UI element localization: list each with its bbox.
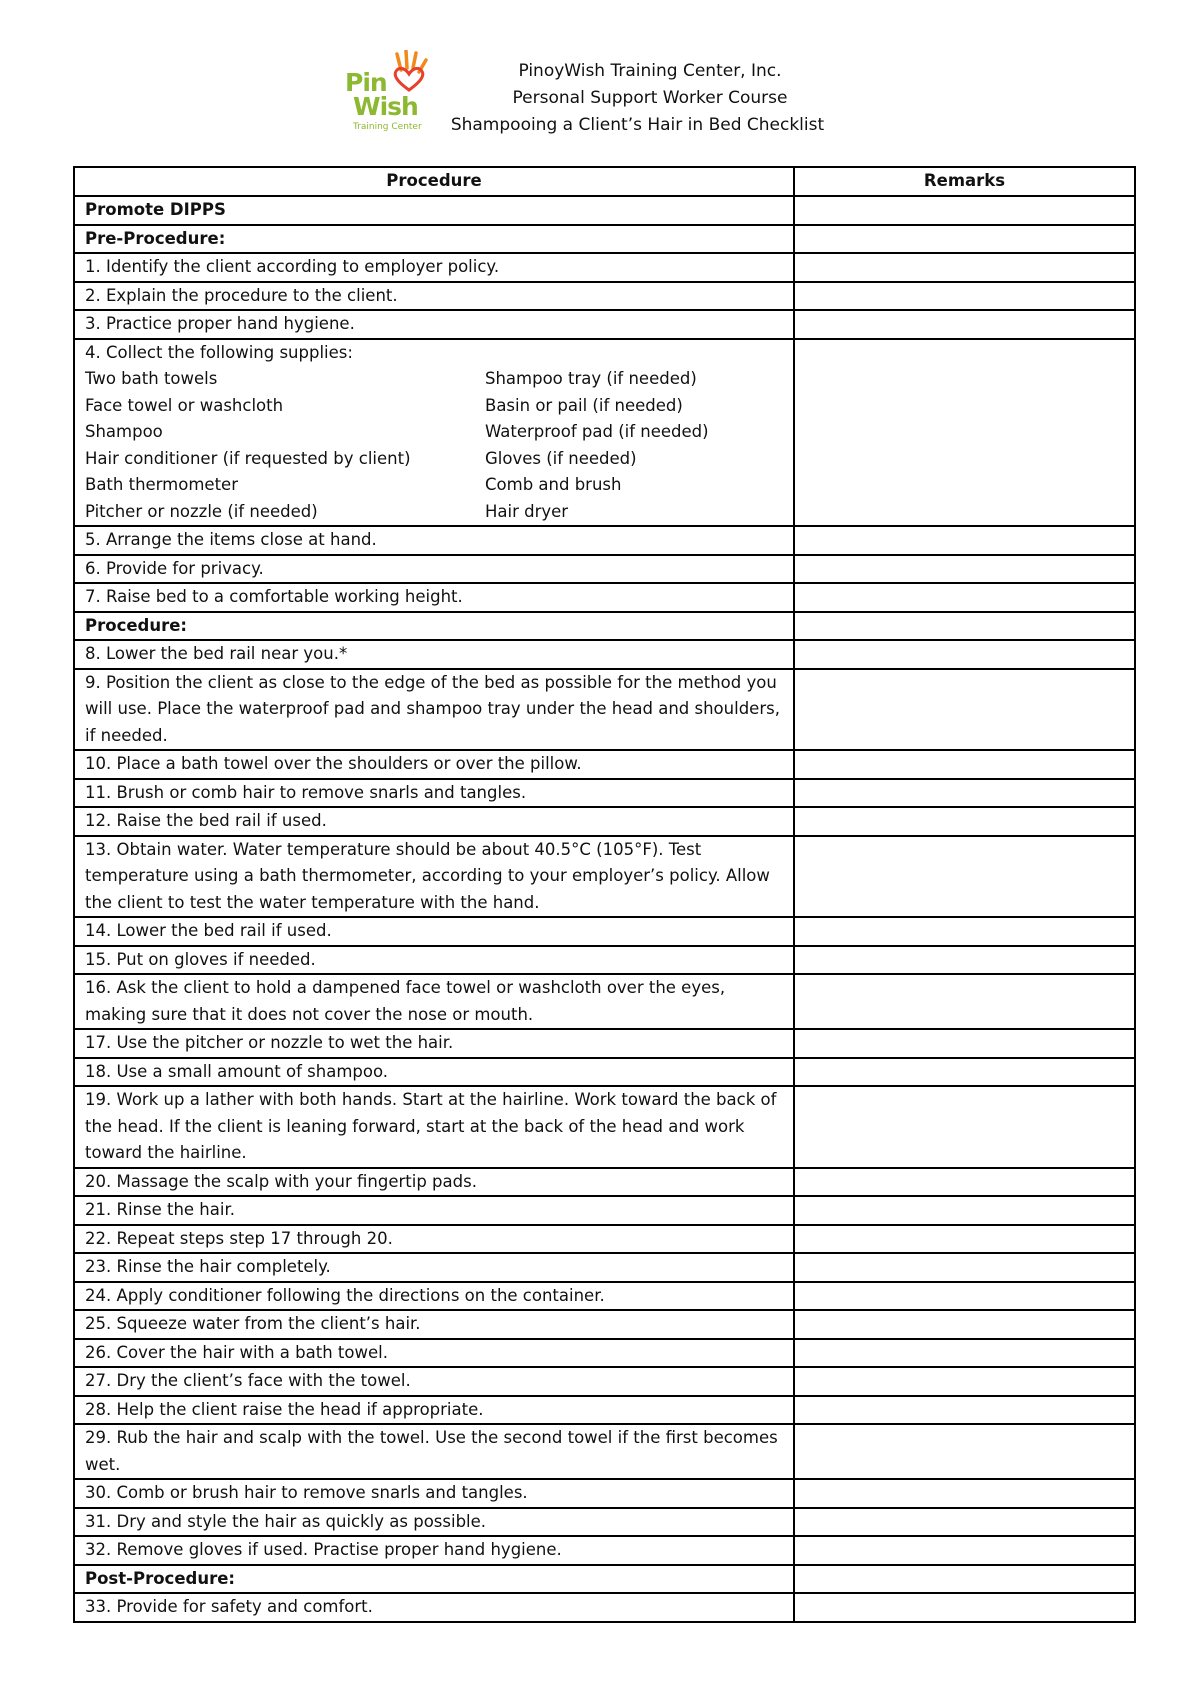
step-28: 28. Help the client raise the head if appropriate.: [74, 1396, 794, 1425]
table-row: [74, 1086, 1135, 1168]
remarks-cell[interactable]: [794, 1196, 1135, 1225]
step-12: 12. Raise the bed rail if used.: [74, 807, 794, 836]
procedure-header: Procedure: [74, 167, 794, 196]
table-row: [74, 196, 1135, 225]
table-row: [74, 1396, 1135, 1425]
checklist-table: [73, 166, 1136, 1623]
step-4: [74, 339, 794, 527]
step-4-text: 4. Collect the following supplies:: [85, 342, 353, 362]
table-row: [74, 1479, 1135, 1508]
step-7: 7. Raise bed to a comfortable working height.: [74, 583, 794, 612]
table-row: [74, 1565, 1135, 1594]
step-16: 16. Ask the client to hold a dampened face towel or washcloth over the eyes, making sure that it does not cover the nose or mouth.: [74, 974, 794, 1029]
remarks-cell[interactable]: [794, 1479, 1135, 1508]
step-21: 21. Rinse the hair.: [74, 1196, 794, 1225]
table-row: [74, 640, 1135, 669]
supply-item: Hair dryer: [485, 501, 569, 521]
supply-item: Hair conditioner (if requested by client): [85, 448, 411, 468]
remarks-cell[interactable]: [794, 1593, 1135, 1622]
table-header-row: [74, 167, 1135, 196]
table-row: [74, 225, 1135, 254]
remarks-cell[interactable]: [794, 974, 1135, 1029]
remarks-cell[interactable]: [794, 946, 1135, 975]
table-row: [74, 974, 1135, 1029]
table-row: [74, 1029, 1135, 1058]
supply-item: Shampoo tray (if needed): [485, 369, 697, 388]
table-row: [74, 807, 1135, 836]
table-row: [74, 1593, 1135, 1622]
table-row: [74, 310, 1135, 339]
table-row: [74, 1058, 1135, 1087]
step-19: 19. Work up a lather with both hands. Start at the hairline. Work toward the back of the head. If the client is leaning forward, start at the back of the head and work toward the hairline.: [74, 1086, 794, 1168]
table-row: [74, 339, 1135, 527]
supply-item: Shampoo: [85, 422, 163, 441]
remarks-cell[interactable]: [794, 1282, 1135, 1311]
step-24: 24. Apply conditioner following the directions on the container.: [74, 1282, 794, 1311]
step-9: 9. Position the client as close to the edge of the bed as possible for the method you will use. Place the waterproof pad and shampoo tray under the head and shoulders, if needed.: [74, 669, 794, 751]
table-row: [74, 583, 1135, 612]
table-row: [74, 555, 1135, 584]
table-row: [74, 1310, 1135, 1339]
remarks-cell[interactable]: [794, 612, 1135, 641]
remarks-cell[interactable]: [794, 253, 1135, 282]
table-row: [74, 669, 1135, 751]
step-2: 2. Explain the procedure to the client.: [74, 282, 794, 311]
logo-text-wish: Wish: [353, 92, 418, 121]
remarks-cell[interactable]: [794, 1565, 1135, 1594]
section-procedure: Procedure:: [74, 612, 794, 641]
supply-item: Waterproof pad (if needed): [485, 422, 709, 441]
supply-item: Basin or pail (if needed): [485, 395, 683, 415]
table-row: [74, 1367, 1135, 1396]
remarks-cell[interactable]: [794, 750, 1135, 779]
supplies-list: [85, 366, 783, 525]
remarks-cell[interactable]: [794, 282, 1135, 311]
step-29: 29. Rub the hair and scalp with the towel. Use the second towel if the first becomes wet.: [74, 1424, 794, 1479]
header-text: [440, 58, 860, 139]
table-row: [74, 1508, 1135, 1537]
table-row: [74, 1536, 1135, 1565]
table-row: [74, 1225, 1135, 1254]
table-row: [74, 1282, 1135, 1311]
remarks-cell[interactable]: [794, 1339, 1135, 1368]
remarks-cell[interactable]: [794, 310, 1135, 339]
remarks-cell[interactable]: [794, 1168, 1135, 1197]
table-row: [74, 612, 1135, 641]
table-row: [74, 750, 1135, 779]
remarks-cell[interactable]: [794, 640, 1135, 669]
remarks-cell[interactable]: [794, 339, 1135, 527]
remarks-cell[interactable]: [794, 1508, 1135, 1537]
page-title: Shampooing a Client’s Hair in Bed Checklist: [450, 115, 825, 135]
remarks-cell[interactable]: [794, 1086, 1135, 1168]
remarks-cell[interactable]: [794, 807, 1135, 836]
heart-hand-icon: [389, 50, 429, 94]
remarks-cell[interactable]: [794, 1396, 1135, 1425]
remarks-header: Remarks: [794, 167, 1135, 196]
remarks-cell[interactable]: [794, 1253, 1135, 1282]
step-22: 22. Repeat steps step 17 through 20.: [74, 1225, 794, 1254]
supply-item: Gloves (if needed): [485, 448, 637, 468]
step-6: 6. Provide for privacy.: [74, 555, 794, 584]
remarks-cell[interactable]: [794, 1225, 1135, 1254]
remarks-cell[interactable]: [794, 669, 1135, 751]
step-27: 27. Dry the client’s face with the towel.: [74, 1367, 794, 1396]
table-row: [74, 282, 1135, 311]
remarks-cell[interactable]: [794, 1029, 1135, 1058]
remarks-cell[interactable]: [794, 1367, 1135, 1396]
table-row: [74, 253, 1135, 282]
supply-item: Pitcher or nozzle (if needed): [85, 501, 318, 521]
step-8: 8. Lower the bed rail near you.*: [74, 640, 794, 669]
table-row: [74, 526, 1135, 555]
step-20: 20. Massage the scalp with your fingertip pads.: [74, 1168, 794, 1197]
table-row: [74, 1168, 1135, 1197]
step-11: 11. Brush or comb hair to remove snarls and tangles.: [74, 779, 794, 808]
remarks-cell[interactable]: [794, 225, 1135, 254]
remarks-cell[interactable]: [794, 836, 1135, 918]
remarks-cell[interactable]: [794, 1536, 1135, 1565]
table-row: [74, 1424, 1135, 1479]
step-18: 18. Use a small amount of shampoo.: [74, 1058, 794, 1087]
step-17: 17. Use the pitcher or nozzle to wet the hair.: [74, 1029, 794, 1058]
step-14: 14. Lower the bed rail if used.: [74, 917, 794, 946]
section-post-procedure: Post-Procedure:: [74, 1565, 794, 1594]
table-row: [74, 946, 1135, 975]
step-5: 5. Arrange the items close at hand.: [74, 526, 794, 555]
logo-subtext: Training Center: [353, 122, 422, 132]
section-pre-procedure: Pre-Procedure:: [74, 225, 794, 254]
step-25: 25. Squeeze water from the client’s hair.: [74, 1310, 794, 1339]
table-row: [74, 1196, 1135, 1225]
section-promote: Promote DIPPS: [74, 196, 794, 225]
step-15: 15. Put on gloves if needed.: [74, 946, 794, 975]
remarks-cell[interactable]: [794, 1424, 1135, 1479]
org-name: PinoyWish Training Center, Inc.: [518, 61, 782, 81]
remarks-cell[interactable]: [794, 555, 1135, 584]
table-row: [74, 917, 1135, 946]
step-26: 26. Cover the hair with a bath towel.: [74, 1339, 794, 1368]
page-header: [0, 0, 1200, 160]
step-30: 30. Comb or brush hair to remove snarls and tangles.: [74, 1479, 794, 1508]
step-23: 23. Rinse the hair completely.: [74, 1253, 794, 1282]
remarks-cell[interactable]: [794, 917, 1135, 946]
course-name: Personal Support Worker Course: [512, 88, 788, 108]
remarks-cell[interactable]: [794, 1058, 1135, 1087]
step-10: 10. Place a bath towel over the shoulders or over the pillow.: [74, 750, 794, 779]
step-32: 32. Remove gloves if used. Practise proper hand hygiene.: [74, 1536, 794, 1565]
step-13: 13. Obtain water. Water temperature should be about 40.5°C (105°F). Test temperature using a bath thermometer, according to your employer’s policy. Allow the client to test the water temperature with the hand.: [74, 836, 794, 918]
supply-item: Two bath towels: [85, 369, 218, 388]
remarks-cell[interactable]: [794, 1310, 1135, 1339]
supply-item: Face towel or washcloth: [85, 395, 284, 415]
remarks-cell[interactable]: [794, 196, 1135, 225]
logo-text-pin: Pin: [345, 68, 387, 97]
step-3: 3. Practice proper hand hygiene.: [74, 310, 794, 339]
remarks-cell[interactable]: [794, 779, 1135, 808]
step-31: 31. Dry and style the hair as quickly as possible.: [74, 1508, 794, 1537]
table-row: [74, 779, 1135, 808]
table-row: [74, 1253, 1135, 1282]
supply-item: Bath thermometer: [85, 475, 238, 494]
step-1: 1. Identify the client according to employer policy.: [74, 253, 794, 282]
table-row: [74, 836, 1135, 918]
remarks-cell[interactable]: [794, 526, 1135, 555]
supply-item: Comb and brush: [485, 475, 622, 494]
step-33: 33. Provide for safety and comfort.: [74, 1593, 794, 1622]
remarks-cell[interactable]: [794, 583, 1135, 612]
table-row: [74, 1339, 1135, 1368]
